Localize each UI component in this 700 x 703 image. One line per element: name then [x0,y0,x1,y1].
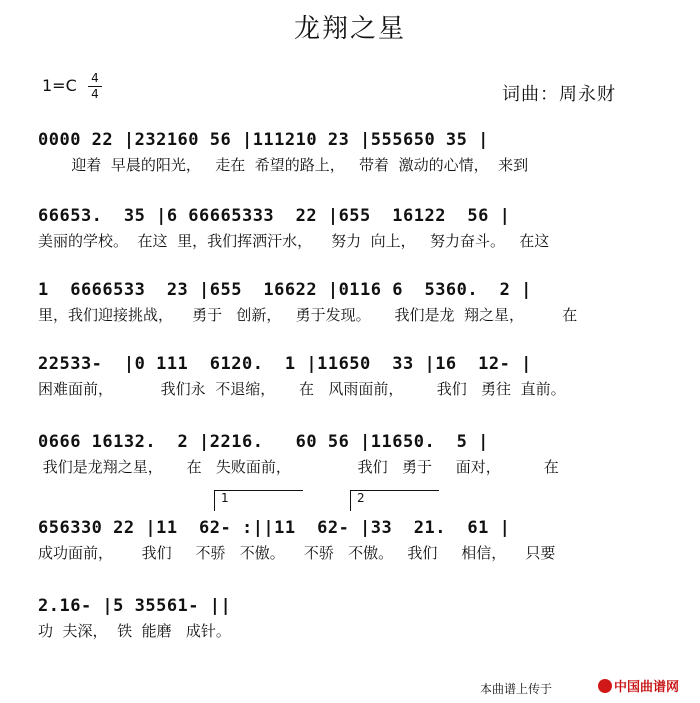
second-ending-number: 2 [357,491,365,505]
lyrics-line: 困难面前， 我们永 不退缩， 在 风雨面前， 我们 勇往 直前。 [38,380,566,398]
score-system-3 [38,280,664,332]
score-system-5 [38,432,664,484]
score-system-2 [38,206,664,258]
notation-line: 0000 22 |232160 56 |111210 23 |555650 35 | [38,130,489,150]
lyrics-line: 美丽的学校。 在这 里，我们挥洒汗水， 努力 向上， 努力奋斗。 在这 [38,232,550,250]
notation-line: 22533- |0 111 6120. 1 |11650 33 |16 12- | [38,354,532,374]
score-system-1 [38,130,664,182]
lyricist-composer: 词曲：周永财 [502,84,616,105]
notation-line: 66653. 35 |6 66665333 22 |655 16122 56 | [38,206,511,226]
lyrics-line: 功 夫深， 铁 能磨 成针。 [38,622,231,640]
meter-bottom: 4 [91,87,99,101]
upload-note: 本曲谱上传于 [480,682,553,696]
lyrics-line: 我们是龙翔之星， 在 失败面前， 我们 勇于 面对， 在 [38,458,559,476]
lyrics-line: 里，我们迎接挑战， 勇于 创新， 勇于发现。 我们是龙 翔之星， 在 [38,306,578,324]
song-title: 龙翔之星 [293,14,406,44]
score-system-4 [38,354,664,406]
notation-line: 2.16- |5 35561- || [38,596,232,616]
first-ending-number: 1 [221,491,229,505]
notation-line: 656330 22 |11 62- :||11 62- |33 21. 61 | [38,518,511,538]
notation-line: 0666 16132. 2 |2216. 60 56 |11650. 5 | [38,432,489,452]
time-signature [88,72,102,101]
site-logo[interactable] [598,676,679,695]
site-name: 中国曲谱网 [614,680,680,695]
site-logo-icon [598,679,612,693]
lyrics-line: 迎着 早晨的阳光， 走在 希望的路上， 带着 激动的心情， 来到 [38,156,529,174]
lyrics-line: 成功面前， 我们 不骄 不傲。 不骄 不傲。 我们 相信， 只要 [38,544,556,562]
score-system-6 [38,491,664,570]
second-ending-bracket [350,490,439,511]
key-signature: 1=C [42,76,77,95]
notation-line: 1 6666533 23 |655 16622 |0116 6 5360. 2 | [38,280,532,300]
score-system-7 [38,596,664,648]
first-ending-bracket [214,490,303,511]
meter-top: 4 [91,71,99,85]
